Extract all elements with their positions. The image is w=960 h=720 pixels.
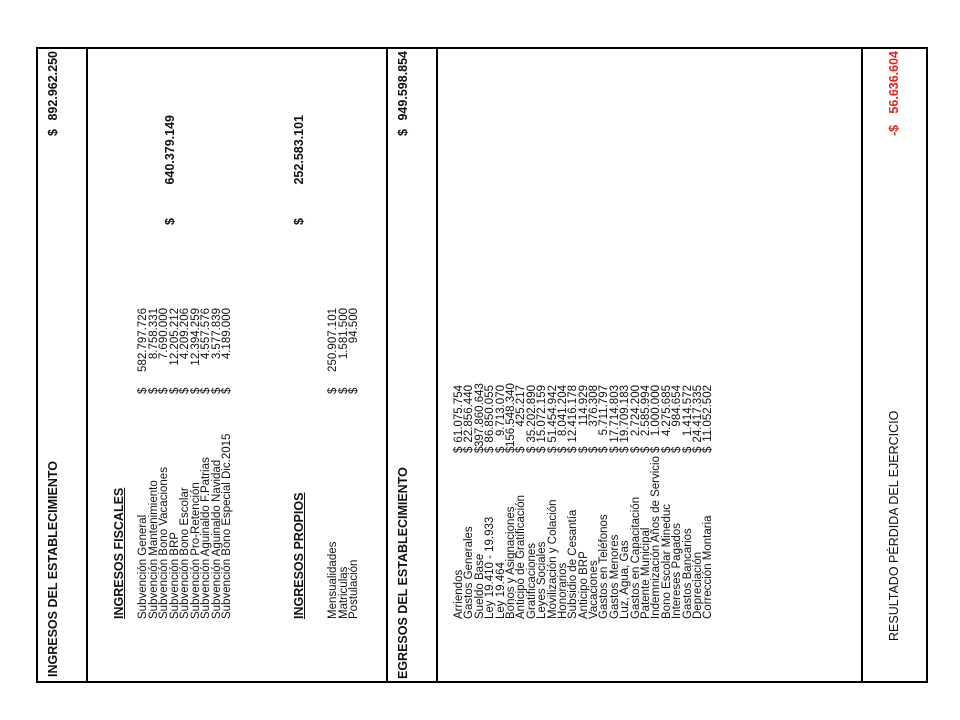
item-amount: 1.000.000 — [650, 385, 663, 437]
item-currency: $ — [577, 446, 590, 453]
item-amount: 12.205.212 — [168, 308, 181, 366]
item-currency: $ — [515, 446, 528, 453]
item-currency: $ — [137, 387, 149, 394]
item-currency: $ — [525, 446, 538, 453]
ingresos-header-label: INGRESOS DEL ESTABLECIMIENTO — [46, 461, 60, 677]
item-amount: 8.041.204 — [556, 385, 569, 437]
item-amount: 17.714.803 — [608, 385, 621, 443]
list-item — [703, 239, 713, 619]
item-currency: $ — [158, 387, 170, 394]
item-amount: 22.856.440 — [463, 385, 476, 443]
item-label: Postulación — [348, 559, 360, 619]
item-label: Vacaciones — [588, 560, 601, 619]
item-amount: 376.308 — [588, 385, 601, 427]
item-amount: 1.581.500 — [337, 308, 350, 360]
item-label: Gastos en Capacitación — [629, 496, 642, 619]
item-label: Subvención General — [137, 514, 149, 619]
ingresos-fiscales-subtotal: 640.379.149 — [163, 115, 177, 185]
ingresos-section — [36, 47, 388, 683]
item-label: Leyes Sociales — [536, 541, 549, 619]
item-label: Gastos Menores — [608, 534, 621, 619]
item-label: Arriendos — [453, 569, 465, 619]
egresos-header-label: EGRESOS DEL ESTABLECIMIENTO — [396, 467, 410, 679]
item-currency: $ — [567, 446, 580, 453]
item-label: Gastos Generales — [463, 526, 476, 619]
list-item — [201, 239, 212, 619]
item-amount: 11.052.502 — [702, 385, 715, 442]
item-currency: $ — [608, 446, 621, 453]
item-amount: 8.758.331 — [147, 308, 160, 360]
item-label: Bonos y Asignaciones — [504, 506, 517, 619]
item-amount: 35.202.890 — [525, 385, 538, 443]
item-label: Anticipo de Gratificación — [515, 494, 528, 619]
item-label: Mensualidades — [327, 541, 339, 619]
item-currency: $ — [494, 446, 507, 453]
item-currency: $ — [556, 446, 569, 453]
item-label: Gratificaciones — [525, 542, 538, 619]
ingresos-fiscales-list — [138, 239, 233, 619]
item-amount: 61.075.754 — [453, 385, 465, 443]
item-currency: $ — [147, 387, 160, 394]
item-label: Subsidio de Cesantía — [567, 509, 580, 619]
item-currency: $ — [629, 446, 642, 453]
item-label: Patente Municipal — [640, 527, 653, 619]
item-currency: $ — [702, 446, 715, 453]
item-amount: 250.907.101 — [327, 308, 339, 372]
item-label: Gastos Bancarios — [681, 528, 694, 619]
item-currency: $ — [221, 387, 233, 394]
item-currency: $ — [210, 387, 223, 394]
item-amount: 156.548.340 — [504, 383, 517, 447]
list-item — [537, 239, 547, 619]
item-currency: $ — [453, 446, 465, 453]
item-amount: 425.217 — [515, 385, 528, 427]
item-label: Indemnización Años de Servicio — [650, 455, 663, 619]
list-item — [180, 239, 191, 619]
egresos-total-currency: $ — [396, 129, 410, 136]
item-amount: 3.577.839 — [210, 308, 223, 360]
egresos-list — [454, 239, 714, 619]
item-amount: 19.709.183 — [619, 385, 632, 443]
list-item — [349, 239, 360, 619]
item-label: Honorarios — [556, 562, 569, 619]
item-amount: 1.414.572 — [681, 385, 694, 437]
resultado-label: RESULTADO PÉRDIDA DEL EJERCICIO — [887, 410, 901, 641]
item-currency: $ — [691, 446, 704, 453]
egresos-header — [388, 49, 438, 681]
item-amount: 86.850.055 — [484, 385, 497, 443]
item-label: Movilización y Colación — [546, 499, 559, 619]
item-currency: $ — [179, 387, 191, 394]
egresos-total-amount: 949.598.854 — [396, 51, 410, 121]
item-label: Gastos en Teléfonos — [598, 514, 611, 619]
ingresos-propios-list — [328, 239, 360, 619]
item-currency: $ — [327, 387, 339, 394]
item-currency: $ — [546, 446, 559, 453]
ingresos-propios-subtotal-currency: $ — [292, 218, 306, 225]
item-label: Corrección Montaria — [702, 515, 715, 619]
item-currency: $ — [671, 446, 684, 453]
item-amount: 4.189.000 — [221, 308, 233, 360]
item-label: Subvención Bono Especial Dic.2015 — [221, 433, 233, 619]
item-label: Subvención Pro-Retención — [189, 482, 202, 619]
item-currency: $ — [504, 446, 517, 453]
ingresos-header — [38, 49, 88, 681]
ingresos-total-amount: 892.962.250 — [46, 51, 60, 121]
item-currency: $ — [681, 446, 694, 453]
item-currency: $ — [463, 446, 476, 453]
list-item — [485, 239, 495, 619]
ingresos-total-currency: $ — [46, 129, 60, 136]
item-amount: 114.929 — [577, 385, 590, 426]
item-label: Subvención BRP — [168, 532, 181, 619]
ingresos-propios-subtotal: 252.583.101 — [292, 115, 306, 185]
item-amount: 94.500 — [348, 308, 360, 344]
item-amount: 7.690.000 — [158, 308, 170, 360]
egresos-section — [388, 47, 863, 683]
item-currency: $ — [348, 387, 360, 394]
item-label: Subvención Aguinaldo Navidad — [210, 459, 223, 619]
list-item — [159, 239, 170, 619]
item-amount: 4.275.685 — [660, 385, 673, 437]
item-label: Subvención Bono Vacaciones — [158, 467, 170, 619]
item-currency: $ — [640, 446, 653, 453]
resultado-amount: 56.636.604 — [887, 51, 901, 114]
ingresos-propios-title: INGRESOS PROPIOS — [292, 492, 306, 619]
resultado-currency: -$ — [887, 124, 901, 136]
item-currency: $ — [484, 446, 497, 453]
item-amount: 9.713.070 — [494, 385, 507, 437]
item-amount: 4.209.206 — [179, 308, 191, 360]
list-item — [222, 239, 233, 619]
item-amount: 24.417.335 — [691, 385, 704, 443]
list-item — [328, 239, 339, 619]
item-amount: 51.454.942 — [546, 385, 559, 443]
item-label: Subvención Aguinaldo F.Patrias — [200, 457, 212, 619]
item-label: Ley 19.464 — [494, 562, 507, 619]
resultado-section — [863, 47, 928, 683]
item-currency: $ — [650, 446, 663, 453]
item-amount: 397.860.643 — [473, 383, 486, 447]
financial-statement — [36, 47, 928, 683]
list-item — [138, 239, 149, 619]
item-currency: $ — [473, 446, 486, 453]
item-amount: 12.394.259 — [189, 308, 202, 366]
item-label: Luz, Agua, Gas — [619, 540, 632, 619]
item-currency: $ — [588, 446, 601, 453]
item-label: Subvención Bono Escolar — [179, 487, 191, 619]
ingresos-fiscales-subtotal-currency: $ — [163, 218, 177, 225]
item-label: Subvención Mantenimiento — [147, 480, 160, 619]
item-currency: $ — [337, 387, 350, 394]
item-currency: $ — [168, 387, 181, 394]
item-currency: $ — [200, 387, 212, 394]
item-amount: 15.072.159 — [536, 385, 549, 443]
item-label: Intereses Pagados — [671, 523, 684, 619]
item-label: Ley 19.410 - 19.933 — [484, 516, 497, 619]
item-currency: $ — [189, 387, 202, 394]
item-amount: 2.724.200 — [629, 385, 642, 437]
item-amount: 4.557.576 — [200, 308, 212, 360]
item-amount: 2.585.994 — [640, 385, 653, 437]
item-label: Anticipo BRP — [577, 551, 590, 619]
item-label: Matriculas — [337, 566, 350, 619]
item-amount: 5.711.797 — [598, 385, 611, 436]
item-amount: 12.416.178 — [567, 385, 580, 443]
item-currency: $ — [598, 446, 611, 453]
item-label: Bono Escolar Mineduc — [660, 503, 673, 619]
item-amount: 582.797.726 — [137, 308, 149, 372]
item-currency: $ — [660, 446, 673, 453]
item-currency: $ — [536, 446, 549, 453]
item-currency: $ — [619, 446, 632, 453]
item-amount: 984.654 — [671, 385, 684, 427]
ingresos-fiscales-title: INGRESOS FISCALES — [112, 487, 126, 619]
item-label: Depreciación — [691, 551, 704, 619]
item-label: Sueldo Base — [473, 553, 486, 619]
